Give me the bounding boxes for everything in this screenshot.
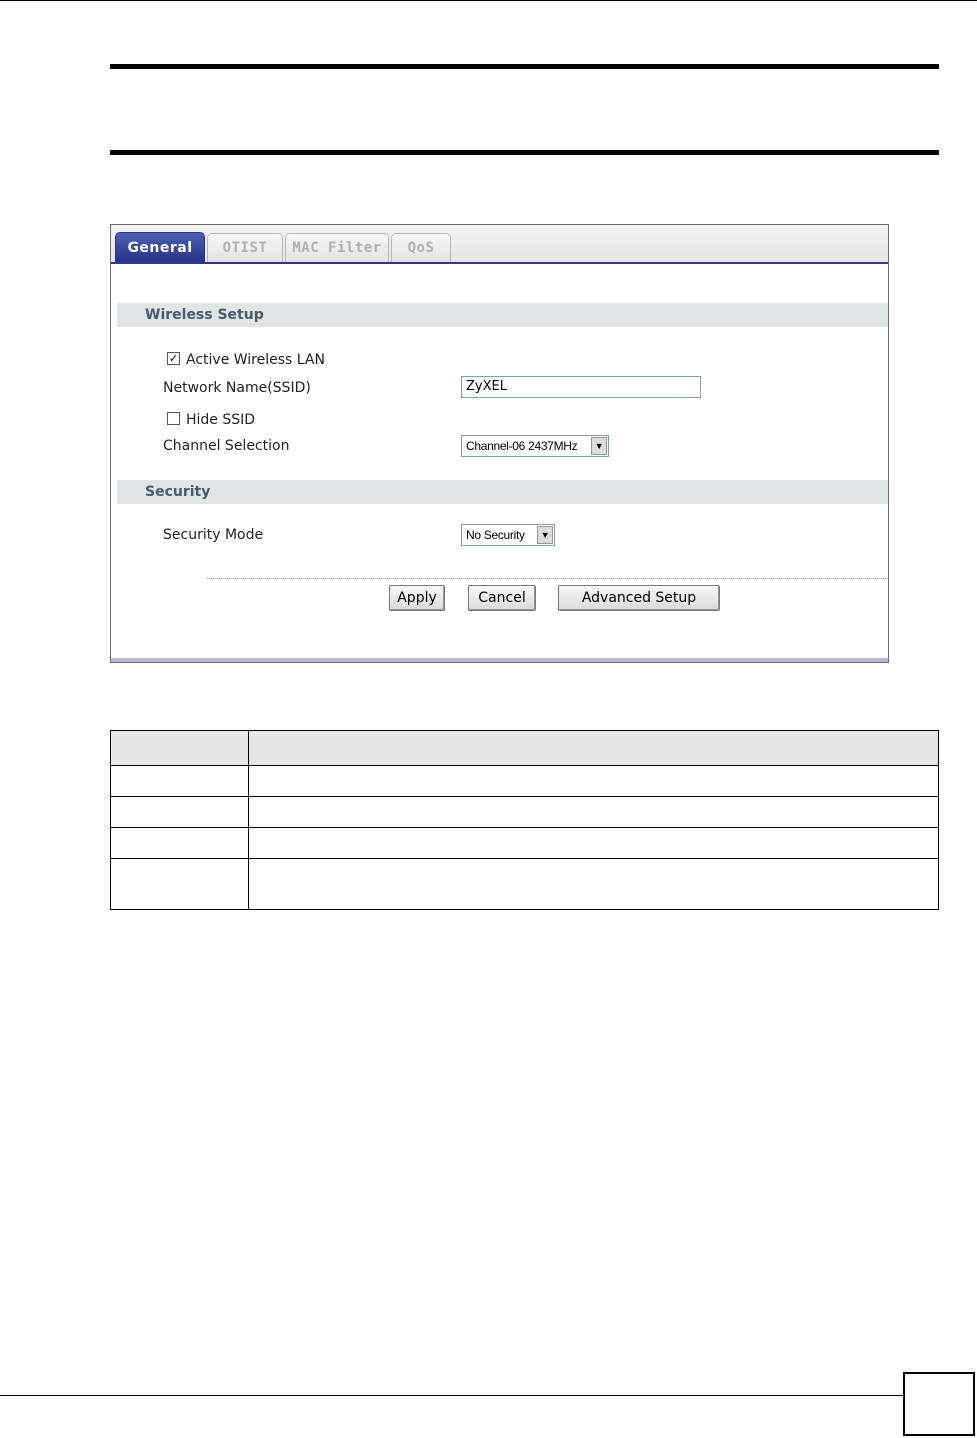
- table-header-cell: [111, 731, 249, 766]
- table-cell: [249, 797, 939, 828]
- table-row: [111, 859, 939, 910]
- dropdown-arrow-icon[interactable]: ▼: [591, 437, 607, 455]
- hide-ssid-checkbox[interactable]: [167, 412, 180, 425]
- tab-general[interactable]: General: [115, 232, 205, 263]
- chapter-rule-top: [110, 64, 939, 69]
- tab-bar: [111, 225, 888, 263]
- table-cell: [111, 797, 249, 828]
- channel-selection-label: Channel Selection: [163, 438, 290, 454]
- button-divider: [207, 578, 888, 579]
- tab-bar-underline: [111, 262, 888, 264]
- channel-select[interactable]: [461, 435, 609, 457]
- page-top-rule: [0, 0, 977, 1]
- wireless-setup-title: Wireless Setup: [145, 307, 264, 323]
- tab-qos[interactable]: QoS: [391, 233, 451, 262]
- table-cell: [111, 828, 249, 859]
- table-row: [111, 797, 939, 828]
- security-header: [117, 480, 888, 504]
- wireless-general-screen: [110, 224, 889, 663]
- wireless-setup-header: [117, 303, 888, 327]
- channel-select-value: Channel-06 2437MHz: [466, 439, 578, 453]
- security-mode-label: Security Mode: [163, 527, 264, 543]
- table-header-cell: [249, 731, 939, 766]
- description-table: [110, 730, 939, 910]
- screen-bottom-border: [111, 658, 888, 662]
- hide-ssid-label: Hide SSID: [186, 412, 256, 428]
- tab-mac-filter[interactable]: MAC Filter: [285, 233, 389, 262]
- table-row: [111, 828, 939, 859]
- cancel-button[interactable]: Cancel: [468, 585, 536, 611]
- table-row: [111, 766, 939, 797]
- apply-button[interactable]: Apply: [389, 585, 445, 611]
- table-cell: [111, 859, 249, 910]
- table-cell: [249, 766, 939, 797]
- active-wireless-lan-checkbox[interactable]: [167, 352, 180, 365]
- footer-rule: [0, 1395, 903, 1396]
- active-wireless-lan-label: Active Wireless LAN: [186, 352, 325, 368]
- table-cell: [249, 828, 939, 859]
- dropdown-arrow-icon[interactable]: ▼: [537, 526, 553, 544]
- chapter-rule-bottom: [110, 150, 939, 155]
- table-cell: [111, 766, 249, 797]
- page-number-box: [903, 1372, 975, 1436]
- network-name-input[interactable]: ZyXEL: [461, 376, 701, 398]
- table-cell: [249, 859, 939, 910]
- network-name-label: Network Name(SSID): [163, 380, 311, 396]
- advanced-setup-button[interactable]: Advanced Setup: [558, 585, 720, 611]
- security-mode-value: No Security: [466, 528, 525, 542]
- security-title: Security: [145, 484, 211, 500]
- tab-otist[interactable]: OTIST: [207, 233, 283, 262]
- table-header-row: [111, 731, 939, 766]
- check-icon: ✓: [168, 352, 179, 365]
- security-mode-select[interactable]: [461, 524, 555, 546]
